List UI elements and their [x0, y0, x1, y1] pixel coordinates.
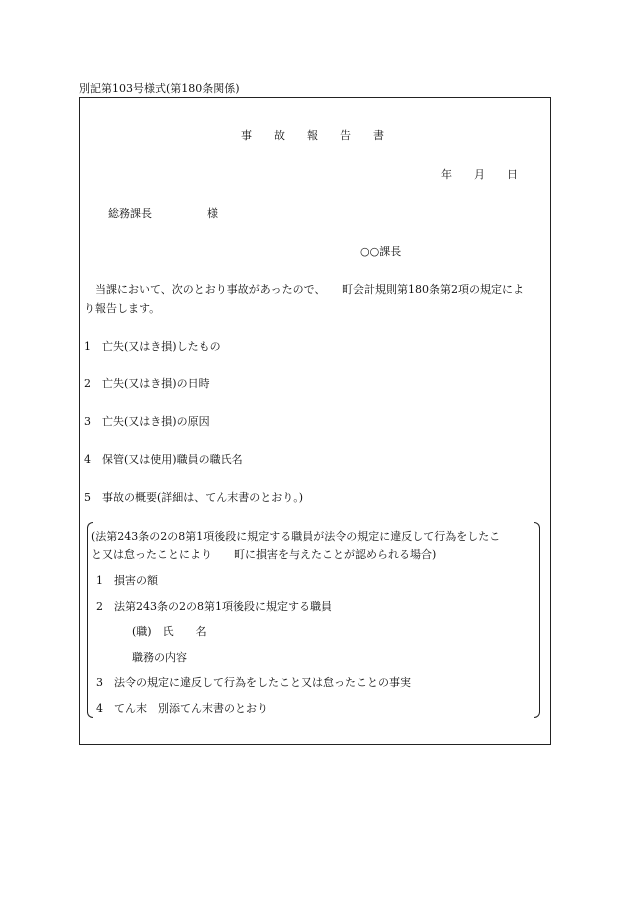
intro-line-2: り報告します。 [84, 302, 161, 315]
bracket-item-2: 2 法第243条の2の8第1項後段に規定する職員 [96, 600, 332, 613]
intro-line-1: 当課において、次のとおり事故があったので、 町会計規則第180条第2項の規定によ [84, 283, 524, 296]
bracket-item-2-duty: 職務の内容 [132, 651, 187, 664]
item-3: 3 亡失(又はき損)の原因 [84, 415, 210, 428]
bracket-right [534, 522, 540, 718]
document-title: 事 故 報 告 書 [241, 129, 384, 142]
date-line: 年 月 日 [441, 168, 518, 181]
bracket-item-1: 1 損害の額 [96, 574, 158, 587]
bracket-item-2-name: (職) 氏 名 [132, 625, 207, 638]
bracket-item-3: 3 法令の規定に違反して行為をしたこと又は怠ったことの事実 [96, 676, 411, 689]
sender: ○○課長 [360, 245, 402, 258]
bracket-heading-line-2: と又は怠ったことにより 町に損害を与えたことが認められる場合) [91, 548, 437, 561]
form-header-label: 別記第103号様式(第180条関係) [79, 82, 240, 95]
item-4: 4 保管(又は使用)職員の職氏名 [84, 453, 243, 466]
item-5: 5 事故の概要(詳細は、てん末書のとおり。) [84, 491, 304, 504]
addressee: 総務課長 様 [108, 207, 218, 220]
bracket-item-4: 4 てん末 別添てん末書のとおり [96, 702, 268, 715]
item-2: 2 亡失(又はき損)の日時 [84, 377, 210, 390]
item-1: 1 亡失(又はき損)したもの [84, 340, 221, 353]
bracket-heading-line-1: (法第243条の2の8第1項後段に規定する職員が法令の規定に違反して行為をしたこ [91, 530, 501, 543]
